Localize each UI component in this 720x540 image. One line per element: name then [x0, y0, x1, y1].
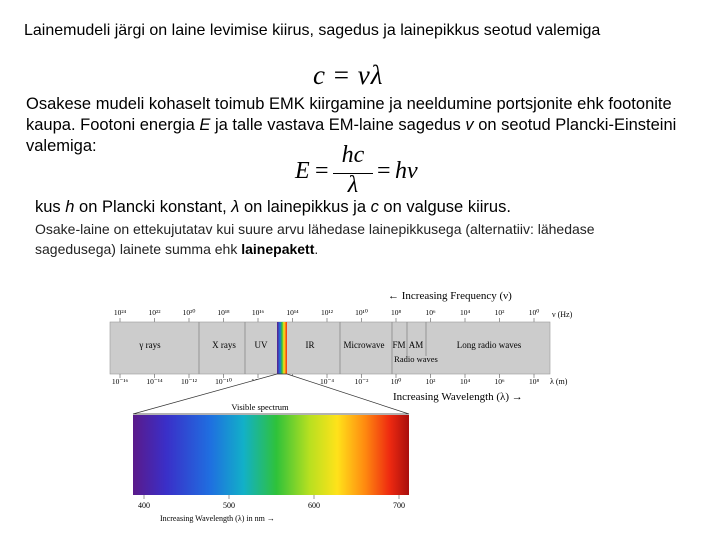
wave-tick-label: 10⁻¹⁶ — [111, 377, 129, 386]
visible-tick-label: 400 — [138, 501, 150, 510]
eq1-rhs: νλ — [357, 60, 384, 90]
freq-tick-label: 10¹⁶ — [251, 308, 265, 317]
wave-tick-label: 10⁻¹² — [181, 377, 197, 386]
wavepacket-sentence: Osake-laine on ettekujutatav kui suure arvu lähedase lainepikkusega (alternatiiv: lähedase sagedusega) lainete summa ehk — [35, 221, 595, 257]
visible-spectrum-label: Visible spectrum — [231, 402, 289, 412]
freq-tick-label: 10¹⁸ — [217, 308, 230, 317]
band-long-radio: Long radio waves — [456, 340, 522, 350]
wave-tick-label: 10⁻¹⁰ — [215, 377, 232, 386]
band-xray: X rays — [212, 340, 236, 350]
freq-tick-label: 10⁶ — [425, 308, 436, 317]
freq-tick-label: 10⁴ — [459, 308, 471, 317]
kus-text-2: on Plancki konstant, — [74, 198, 232, 216]
visible-axis-label: Increasing Wavelength (λ) in nm → — [160, 514, 275, 523]
freq-tick-label: 10¹⁰ — [355, 308, 368, 317]
kus-text-4: on valguse kiirus. — [378, 198, 511, 216]
wave-unit: λ (m) — [550, 377, 568, 386]
wavelength-ticks — [112, 374, 540, 386]
freq-tick-label: 10²² — [148, 308, 161, 317]
wavepacket-end: . — [314, 241, 319, 257]
eq2-denominator: λ — [347, 172, 359, 198]
eq2-equals-1: = — [315, 158, 329, 184]
wave-equation — [313, 60, 383, 91]
wave-title: Increasing Wavelength (λ) → — [393, 391, 523, 403]
freq-tick-label: 10²⁴ — [113, 308, 127, 317]
wavepacket-text — [35, 219, 595, 259]
wave-tick-label: 10² — [425, 377, 436, 386]
wave-tick-label: 10⁻¹⁴ — [146, 377, 163, 386]
freq-tick-label: 10⁸ — [390, 308, 402, 317]
wave-tick-label: 10⁰ — [390, 377, 402, 386]
para-text-1: Osakese mudeli kohaselt toimub EMK kiirgamine ja neeldumine portsjonite ehk footonite kaupa. Footoni energia — [26, 95, 672, 134]
kus-text-1: kus — [35, 198, 66, 216]
eq2-numerator: hc — [341, 142, 365, 168]
freq-tick-label: 10²⁰ — [182, 308, 196, 317]
wave-tick-label: 10⁶ — [494, 377, 505, 386]
eq1-op: = — [325, 60, 358, 90]
radio-waves-label: Radio waves — [394, 354, 438, 364]
band-microwave: Microwave — [343, 340, 385, 350]
band-uv: UV — [254, 340, 268, 350]
definitions-line — [35, 198, 511, 217]
para-text-2: ja talle vastava EM-laine sagedus — [210, 116, 466, 134]
freq-unit: ν (Hz) — [552, 310, 573, 319]
band-gamma: γ rays — [139, 340, 161, 350]
eq2-equals-2: = — [377, 158, 391, 184]
kus-h: h — [65, 198, 75, 216]
para-text-3: on seotud Plancki-Einsteini valemiga: — [26, 116, 677, 155]
visible-ticks — [138, 495, 405, 510]
freq-tick-label: 10¹⁴ — [286, 308, 299, 317]
freq-tick-label: 10⁰ — [528, 308, 540, 317]
visible-tick-label: 500 — [223, 501, 235, 510]
eq1-lhs: c — [313, 60, 326, 90]
kus-lambda: λ — [231, 198, 240, 216]
heading: Lainemudeli järgi on laine levimise kiirus, sagedus ja lainepikkus seotud valemiga — [24, 22, 601, 39]
wavepacket-term: lainepakett — [241, 241, 315, 257]
visible-spectrum-gradient — [133, 415, 409, 495]
band-ir: IR — [305, 340, 315, 350]
freq-tick-label: 10² — [494, 308, 505, 317]
band-fm: FM — [392, 340, 406, 350]
wave-tick-label: 10⁴ — [459, 377, 471, 386]
wave-tick-label: 10⁻² — [354, 377, 369, 386]
kus-text-3: on lainepikkus ja — [239, 198, 371, 216]
frequency-ticks — [114, 308, 539, 322]
wave-tick-label: 10⁸ — [528, 377, 540, 386]
visible-band — [277, 322, 287, 374]
eq2-lhs: E — [295, 158, 310, 184]
freq-title: ← Increasing Frequency (ν) — [388, 290, 512, 302]
visible-tick-label: 700 — [393, 501, 405, 510]
em-spectrum-diagram — [100, 284, 590, 529]
kus-c: c — [370, 198, 379, 216]
eq2-rhs: hν — [395, 158, 418, 184]
freq-tick-label: 10¹² — [321, 308, 333, 317]
para-v: v — [465, 116, 474, 134]
wave-tick-label: 10⁻⁴ — [319, 377, 335, 386]
para-E: E — [199, 116, 211, 134]
planck-equation — [295, 142, 435, 198]
visible-tick-label: 600 — [308, 501, 320, 510]
band-am: AM — [408, 340, 424, 350]
